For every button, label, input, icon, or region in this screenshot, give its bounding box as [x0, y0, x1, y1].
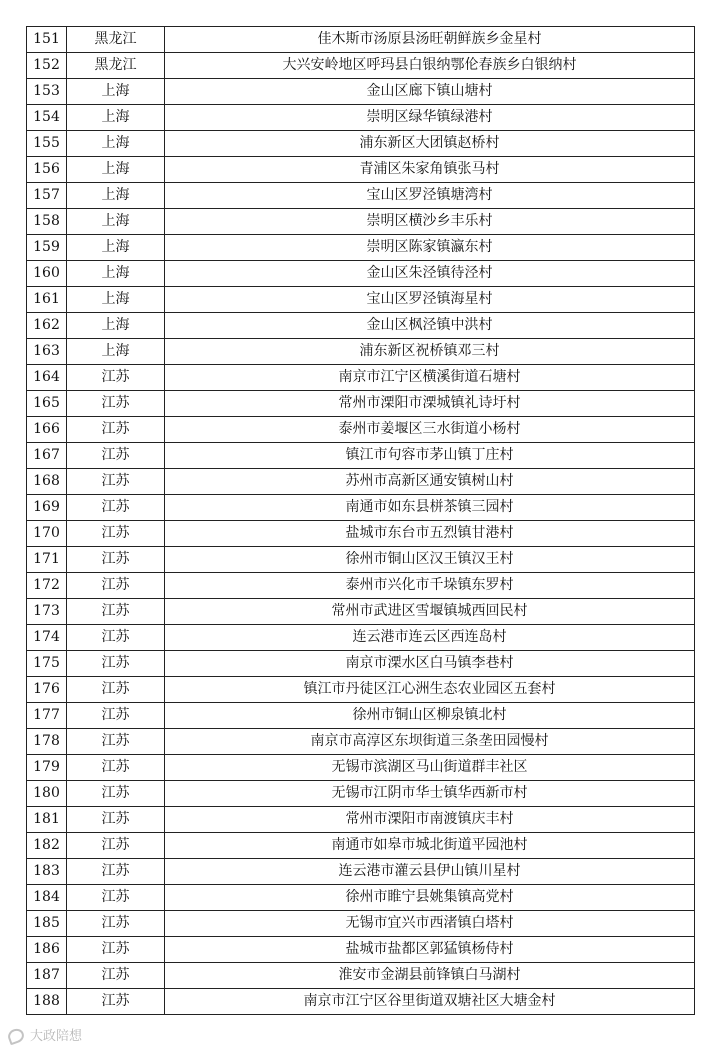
row-number-cell: 187 — [27, 963, 67, 989]
province-cell: 江苏 — [67, 391, 165, 417]
table-row — [27, 79, 695, 105]
row-number-cell: 186 — [27, 937, 67, 963]
province-cell: 上海 — [67, 157, 165, 183]
province-cell: 江苏 — [67, 625, 165, 651]
table-row — [27, 131, 695, 157]
row-number-cell: 163 — [27, 339, 67, 365]
table-row — [27, 157, 695, 183]
village-name-cell: 金山区廊下镇山塘村 — [165, 79, 695, 105]
table-row — [27, 937, 695, 963]
village-name-cell: 南京市江宁区横溪街道石塘村 — [165, 365, 695, 391]
village-name-cell: 徐州市铜山区柳泉镇北村 — [165, 703, 695, 729]
province-cell: 江苏 — [67, 469, 165, 495]
village-list-table — [26, 26, 695, 1015]
table-body — [27, 27, 695, 1015]
province-cell: 江苏 — [67, 573, 165, 599]
province-cell: 江苏 — [67, 521, 165, 547]
row-number-cell: 181 — [27, 807, 67, 833]
province-cell: 江苏 — [67, 729, 165, 755]
village-name-cell: 崇明区横沙乡丰乐村 — [165, 209, 695, 235]
village-name-cell: 青浦区朱家角镇张马村 — [165, 157, 695, 183]
row-number-cell: 185 — [27, 911, 67, 937]
province-cell: 江苏 — [67, 651, 165, 677]
row-number-cell: 151 — [27, 27, 67, 53]
province-cell: 上海 — [67, 79, 165, 105]
province-cell: 江苏 — [67, 755, 165, 781]
province-cell: 江苏 — [67, 781, 165, 807]
village-name-cell: 镇江市句容市茅山镇丁庄村 — [165, 443, 695, 469]
province-cell: 江苏 — [67, 963, 165, 989]
table-row — [27, 703, 695, 729]
table-row — [27, 313, 695, 339]
table-row — [27, 495, 695, 521]
village-name-cell: 宝山区罗泾镇塘湾村 — [165, 183, 695, 209]
village-name-cell: 浦东新区祝桥镇邓三村 — [165, 339, 695, 365]
table-row — [27, 235, 695, 261]
row-number-cell: 173 — [27, 599, 67, 625]
table-row — [27, 677, 695, 703]
row-number-cell: 172 — [27, 573, 67, 599]
village-name-cell: 盐城市东台市五烈镇甘港村 — [165, 521, 695, 547]
row-number-cell: 166 — [27, 417, 67, 443]
table-row — [27, 963, 695, 989]
village-name-cell: 崇明区绿华镇绿港村 — [165, 105, 695, 131]
village-name-cell: 金山区枫泾镇中洪村 — [165, 313, 695, 339]
row-number-cell: 182 — [27, 833, 67, 859]
village-name-cell: 金山区朱泾镇待泾村 — [165, 261, 695, 287]
village-name-cell: 浦东新区大团镇赵桥村 — [165, 131, 695, 157]
village-name-cell: 崇明区陈家镇瀛东村 — [165, 235, 695, 261]
province-cell: 黑龙江 — [67, 53, 165, 79]
row-number-cell: 176 — [27, 677, 67, 703]
table-row — [27, 833, 695, 859]
village-name-cell: 无锡市江阴市华士镇华西新市村 — [165, 781, 695, 807]
province-cell: 江苏 — [67, 833, 165, 859]
province-cell: 上海 — [67, 105, 165, 131]
village-name-cell: 泰州市姜堰区三水街道小杨村 — [165, 417, 695, 443]
table-row — [27, 209, 695, 235]
table-row — [27, 599, 695, 625]
village-name-cell: 无锡市滨湖区马山街道群丰社区 — [165, 755, 695, 781]
village-name-cell: 佳木斯市汤原县汤旺朝鲜族乡金星村 — [165, 27, 695, 53]
watermark-text: 大政陪想 — [30, 1028, 83, 1044]
table-row — [27, 547, 695, 573]
table-row — [27, 521, 695, 547]
row-number-cell: 160 — [27, 261, 67, 287]
province-cell: 上海 — [67, 235, 165, 261]
row-number-cell: 183 — [27, 859, 67, 885]
table-row — [27, 911, 695, 937]
province-cell: 江苏 — [67, 547, 165, 573]
row-number-cell: 165 — [27, 391, 67, 417]
province-cell: 上海 — [67, 313, 165, 339]
table-row — [27, 807, 695, 833]
province-cell: 上海 — [67, 339, 165, 365]
table-row — [27, 339, 695, 365]
row-number-cell: 162 — [27, 313, 67, 339]
province-cell: 黑龙江 — [67, 27, 165, 53]
row-number-cell: 177 — [27, 703, 67, 729]
village-name-cell: 徐州市铜山区汉王镇汉王村 — [165, 547, 695, 573]
row-number-cell: 180 — [27, 781, 67, 807]
village-name-cell: 南京市溧水区白马镇李巷村 — [165, 651, 695, 677]
row-number-cell: 153 — [27, 79, 67, 105]
table-row — [27, 287, 695, 313]
row-number-cell: 171 — [27, 547, 67, 573]
row-number-cell: 156 — [27, 157, 67, 183]
province-cell: 江苏 — [67, 989, 165, 1015]
row-number-cell: 159 — [27, 235, 67, 261]
table-row — [27, 755, 695, 781]
province-cell: 上海 — [67, 209, 165, 235]
row-number-cell: 157 — [27, 183, 67, 209]
village-name-cell: 南京市高淳区东坝街道三条垄田园慢村 — [165, 729, 695, 755]
province-cell: 上海 — [67, 183, 165, 209]
table-row — [27, 365, 695, 391]
row-number-cell: 175 — [27, 651, 67, 677]
province-cell: 上海 — [67, 131, 165, 157]
village-name-cell: 淮安市金湖县前锋镇白马湖村 — [165, 963, 695, 989]
village-name-cell: 宝山区罗泾镇海星村 — [165, 287, 695, 313]
village-name-cell: 常州市武进区雪堰镇城西回民村 — [165, 599, 695, 625]
row-number-cell: 158 — [27, 209, 67, 235]
province-cell: 江苏 — [67, 365, 165, 391]
province-cell: 江苏 — [67, 807, 165, 833]
village-name-cell: 徐州市睢宁县姚集镇高党村 — [165, 885, 695, 911]
table-row — [27, 27, 695, 53]
row-number-cell: 167 — [27, 443, 67, 469]
watermark — [8, 1024, 82, 1044]
row-number-cell: 170 — [27, 521, 67, 547]
province-cell: 江苏 — [67, 859, 165, 885]
table-row — [27, 859, 695, 885]
row-number-cell: 169 — [27, 495, 67, 521]
village-name-cell: 苏州市高新区通安镇树山村 — [165, 469, 695, 495]
province-cell: 江苏 — [67, 677, 165, 703]
province-cell: 江苏 — [67, 937, 165, 963]
row-number-cell: 174 — [27, 625, 67, 651]
province-cell: 江苏 — [67, 911, 165, 937]
watermark-logo-icon — [8, 1027, 26, 1041]
table-row — [27, 885, 695, 911]
table-row — [27, 53, 695, 79]
province-cell: 江苏 — [67, 495, 165, 521]
table-row — [27, 469, 695, 495]
table-row — [27, 183, 695, 209]
village-name-cell: 南京市江宁区谷里街道双塘社区大塘金村 — [165, 989, 695, 1015]
row-number-cell: 179 — [27, 755, 67, 781]
table-row — [27, 989, 695, 1015]
row-number-cell: 155 — [27, 131, 67, 157]
province-cell: 江苏 — [67, 885, 165, 911]
village-name-cell: 南通市如东县栟茶镇三园村 — [165, 495, 695, 521]
province-cell: 上海 — [67, 261, 165, 287]
province-cell: 江苏 — [67, 599, 165, 625]
table-row — [27, 729, 695, 755]
row-number-cell: 188 — [27, 989, 67, 1015]
table-row — [27, 391, 695, 417]
village-name-cell: 无锡市宜兴市西渚镇白塔村 — [165, 911, 695, 937]
village-name-cell: 连云港市连云区西连岛村 — [165, 625, 695, 651]
village-name-cell: 连云港市灌云县伊山镇川星村 — [165, 859, 695, 885]
village-name-cell: 盐城市盐都区郭猛镇杨侍村 — [165, 937, 695, 963]
row-number-cell: 161 — [27, 287, 67, 313]
row-number-cell: 154 — [27, 105, 67, 131]
village-name-cell: 镇江市丹徒区江心洲生态农业园区五套村 — [165, 677, 695, 703]
province-cell: 上海 — [67, 287, 165, 313]
table-row — [27, 781, 695, 807]
village-name-cell: 泰州市兴化市千垛镇东罗村 — [165, 573, 695, 599]
table-row — [27, 651, 695, 677]
table-row — [27, 443, 695, 469]
row-number-cell: 178 — [27, 729, 67, 755]
row-number-cell: 164 — [27, 365, 67, 391]
table-row — [27, 261, 695, 287]
province-cell: 江苏 — [67, 703, 165, 729]
table-row — [27, 625, 695, 651]
table-row — [27, 105, 695, 131]
village-name-cell: 常州市溧阳市溧城镇礼诗圩村 — [165, 391, 695, 417]
table-row — [27, 417, 695, 443]
province-cell: 江苏 — [67, 417, 165, 443]
row-number-cell: 152 — [27, 53, 67, 79]
village-list-table-container — [26, 26, 694, 1015]
table-row — [27, 573, 695, 599]
row-number-cell: 184 — [27, 885, 67, 911]
row-number-cell: 168 — [27, 469, 67, 495]
village-name-cell: 大兴安岭地区呼玛县白银纳鄂伦春族乡白银纳村 — [165, 53, 695, 79]
village-name-cell: 常州市溧阳市南渡镇庆丰村 — [165, 807, 695, 833]
village-name-cell: 南通市如皋市城北街道平园池村 — [165, 833, 695, 859]
province-cell: 江苏 — [67, 443, 165, 469]
